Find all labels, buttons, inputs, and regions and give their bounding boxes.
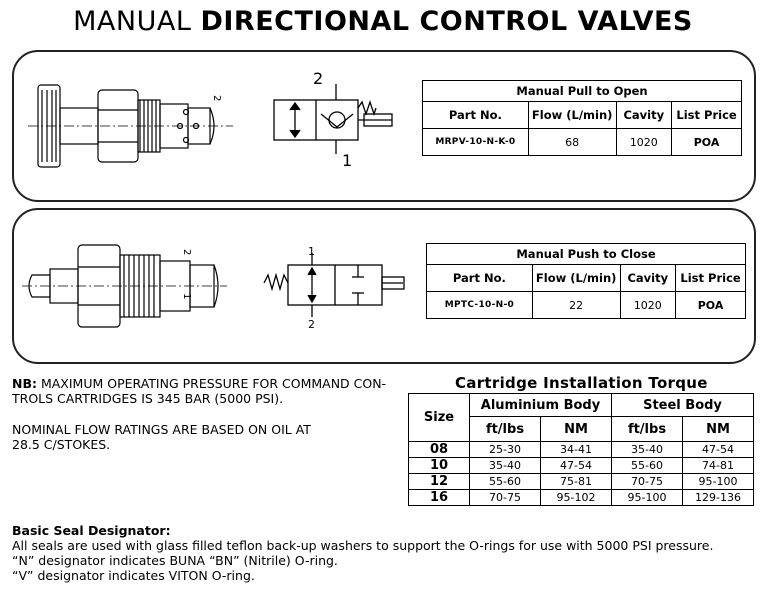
size-cell: 12 xyxy=(409,474,470,490)
seal-line-2: “N” designator indicates BUNA “BN” (Nitrile) O-ring. xyxy=(12,553,338,568)
value-cell: 35-40 xyxy=(470,458,541,474)
size-header: Size xyxy=(409,394,470,442)
value-cell: 55-60 xyxy=(470,474,541,490)
value-cell: 55-60 xyxy=(612,458,683,474)
pressure-note xyxy=(12,376,392,406)
port-mark-bottom: 1 xyxy=(181,293,192,300)
value-cell: 95-102 xyxy=(541,490,612,506)
value-cell: 35-40 xyxy=(612,442,683,458)
value-cell: 75-81 xyxy=(541,474,612,490)
cell-flow: 68 xyxy=(528,129,616,156)
seal-heading: Basic Seal Designator: xyxy=(12,523,171,538)
nb-label: NB: xyxy=(12,376,37,391)
nb-line-2: TROLS CARTRIDGES IS 345 BAR (5000 PSI). xyxy=(12,391,284,406)
torque-table xyxy=(408,393,754,506)
cartridge-drawing-pull-to-open xyxy=(28,70,243,180)
port-mark: 2 xyxy=(211,95,222,102)
cell-part-no: MPTC-10-N-0 xyxy=(427,292,533,319)
seal-designator-section xyxy=(12,523,762,583)
value-cell: 25-30 xyxy=(470,442,541,458)
cell-part-no: MRPV-10-N-K-0 xyxy=(423,129,529,156)
flow-line-2: 28.5 C/STOKES. xyxy=(12,437,111,452)
title-main: DIRECTIONAL CONTROL VALVES xyxy=(200,6,693,37)
col-part-no: Part No. xyxy=(423,102,529,129)
page-title xyxy=(0,6,766,37)
title-prefix: MANUAL xyxy=(73,6,192,37)
col-cavity: Cavity xyxy=(620,265,676,292)
valve-symbol-push-to-close xyxy=(258,245,408,330)
size-cell: 10 xyxy=(409,458,470,474)
cell-cavity: 1020 xyxy=(616,129,672,156)
seal-line-3: “V” designator indicates VITON O-ring. xyxy=(12,568,255,583)
value-cell: 70-75 xyxy=(612,474,683,490)
value-cell: 70-75 xyxy=(470,490,541,506)
sub-ftlbs-al: ft/lbs xyxy=(470,417,541,442)
value-cell: 47-54 xyxy=(683,442,754,458)
col-price: List Price xyxy=(672,102,742,129)
sub-ftlbs-st: ft/lbs xyxy=(612,417,683,442)
size-cell: 08 xyxy=(409,442,470,458)
seal-line-1: All seals are used with glass filled teflon back-up washers to support the O-rings for use with 5000 PSI pressure. xyxy=(12,538,714,553)
cell-flow: 22 xyxy=(532,292,620,319)
col-flow: Flow (L/min) xyxy=(532,265,620,292)
sub-nm-st: NM xyxy=(683,417,754,442)
value-cell: 95-100 xyxy=(612,490,683,506)
spec-table-push-to-close xyxy=(426,243,746,319)
col-price: List Price xyxy=(676,265,746,292)
table-row xyxy=(409,474,754,490)
table-row xyxy=(409,442,754,458)
value-cell: 129-136 xyxy=(683,490,754,506)
cell-price: POA xyxy=(676,292,746,319)
table-row xyxy=(409,490,754,506)
flow-note xyxy=(12,422,392,452)
table-row xyxy=(409,458,754,474)
valve-symbol-pull-to-open xyxy=(266,70,396,170)
steel-header: Steel Body xyxy=(612,394,754,417)
port-mark-top: 2 xyxy=(181,249,192,256)
port-1-label: 1 xyxy=(342,151,353,170)
flow-line-1: NOMINAL FLOW RATINGS ARE BASED ON OIL AT xyxy=(12,422,311,437)
sub-nm-al: NM xyxy=(541,417,612,442)
col-part-no: Part No. xyxy=(427,265,533,292)
cell-price: POA xyxy=(672,129,742,156)
port-2-label: 2 xyxy=(308,318,315,330)
port-2-label: 2 xyxy=(313,70,324,88)
cartridge-drawing-push-to-close xyxy=(22,235,232,335)
col-flow: Flow (L/min) xyxy=(528,102,616,129)
nb-text: MAXIMUM OPERATING PRESSURE FOR COMMAND CON- xyxy=(37,376,387,391)
torque-title: Cartridge Installation Torque xyxy=(455,374,708,392)
table-caption: Manual Push to Close xyxy=(427,244,746,265)
table-caption: Manual Pull to Open xyxy=(423,81,742,102)
value-cell: 95-100 xyxy=(683,474,754,490)
cell-cavity: 1020 xyxy=(620,292,676,319)
size-cell: 16 xyxy=(409,490,470,506)
spec-table-pull-to-open xyxy=(422,80,742,156)
aluminium-header: Aluminium Body xyxy=(470,394,612,417)
value-cell: 74-81 xyxy=(683,458,754,474)
port-1-label: 1 xyxy=(308,245,315,258)
value-cell: 34-41 xyxy=(541,442,612,458)
col-cavity: Cavity xyxy=(616,102,672,129)
value-cell: 47-54 xyxy=(541,458,612,474)
